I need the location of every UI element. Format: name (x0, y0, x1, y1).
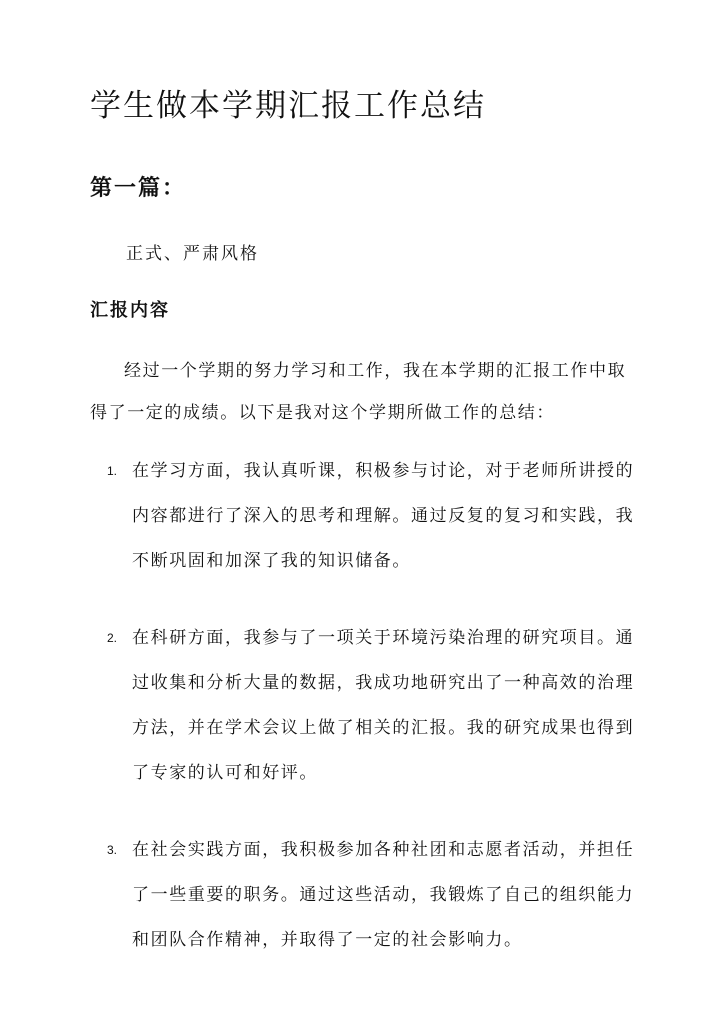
list-item (90, 616, 642, 796)
summary-list (90, 449, 642, 995)
list-item-number: 1. (107, 464, 118, 478)
list-item-text: 在学习方面，我认真听课，积极参与讨论，对于老师所讲授的内容都进行了深入的思考和理解。通过反复的复习和实践，我不断巩固和加深了我的知识储备。 (132, 461, 635, 571)
list-item (90, 828, 642, 963)
section-heading: 汇报内容 (90, 300, 170, 321)
list-item (90, 449, 642, 584)
intro-paragraph: 经过一个学期的努力学习和工作，我在本学期的汇报工作中取得了一定的成绩。以下是我对这个学期所做工作的总结： (90, 361, 627, 423)
chapter-heading: 第一篇： (90, 175, 187, 201)
list-item-number: 3. (107, 843, 118, 857)
list-item-text: 在科研方面，我参与了一项关于环境污染治理的研究项目。通过收集和分析大量的数据，我成功地研究出了一种高效的治理方法，并在学术会议上做了相关的汇报。我的研究成果也得到了专家的认可和好评。 (132, 628, 635, 783)
style-note: 正式、严肃风格 (126, 244, 259, 264)
list-item-text: 在社会实践方面，我积极参加各种社团和志愿者活动，并担任了一些重要的职务。通过这些活动，我锻炼了自己的组织能力和团队合作精神，并取得了一定的社会影响力。 (132, 840, 635, 950)
page-title: 学生做本学期汇报工作总结 (90, 88, 486, 124)
list-item-number: 2. (107, 631, 118, 645)
